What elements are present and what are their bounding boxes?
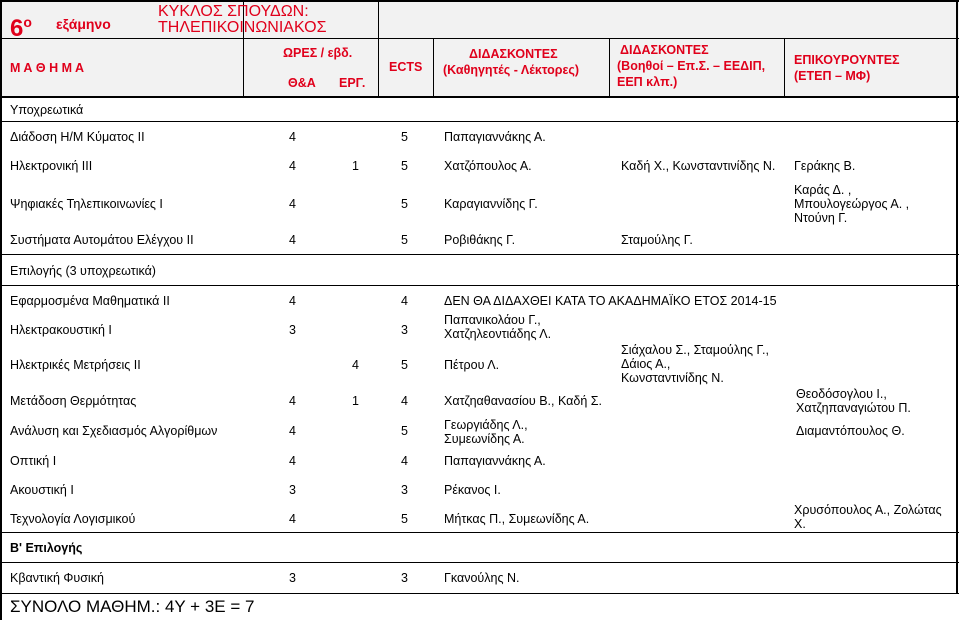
course-name: Συστήματα Αυτομάτου Ελέγχου ΙΙ (10, 233, 194, 247)
auxiliary: Χρυσόπουλος Α., Ζολώτας (794, 503, 942, 517)
col-aux-header-1: ΕΠΙΚΟΥΡΟΥΝΤΕΣ (794, 53, 900, 67)
ects-value: 5 (401, 512, 408, 526)
instructor: Γκανούλης Ν. (444, 571, 520, 585)
ects-value: 5 (401, 358, 408, 372)
ects-value: 4 (401, 294, 408, 308)
assistant: Κωνσταντινίδης Ν. (621, 371, 724, 385)
lab-hours: 1 (352, 394, 359, 408)
instructor: Παπανικολάου Γ., (444, 313, 541, 327)
theory-hours: 4 (289, 130, 296, 144)
ects-value: 3 (401, 483, 408, 497)
section-elective: Επιλογής (3 υποχρεωτικά) (10, 264, 156, 278)
col-ects-header: ECTS (389, 60, 423, 74)
ects-value: 4 (401, 454, 408, 468)
auxiliary: Θεοδόσογλου Ι., (796, 387, 887, 401)
ects-value: 3 (401, 323, 408, 337)
course-name: Διάδοση Η/Μ Κύματος ΙΙ (10, 130, 145, 144)
theory-hours: 4 (289, 294, 296, 308)
col-aux-header-2: (ΕΤΕΠ – ΜΦ) (794, 69, 871, 83)
col-divider-2 (378, 0, 379, 97)
course-name: Ηλεκτρονική ΙΙΙ (10, 159, 93, 173)
course-name: Τεχνολογία Λογισμικού (10, 512, 136, 526)
title-divider (0, 38, 959, 39)
theory-hours: 4 (289, 454, 296, 468)
cycle-line2: ΤΗΛΕΠΙΚΟΙΝΩΝΙΑΚΟΣ (158, 19, 327, 36)
instructor: Παπαγιαννάκης Α. (444, 130, 546, 144)
col-course-header: Μ Α Θ Η Μ Α (10, 61, 85, 75)
assistant: Σιάχαλου Σ., Σταμούλης Γ., (621, 343, 769, 357)
instructor: Συμεωνίδης Α. (444, 432, 525, 446)
course-name: Ανάλυση και Σχεδιασμός Αλγορίθμων (10, 424, 218, 438)
course-name: Ψηφιακές Τηλεπικοινωνίες Ι (10, 197, 163, 211)
theory-hours: 4 (289, 394, 296, 408)
instructor: ΔΕΝ ΘΑ ΔΙΔΑΧΘΕΙ ΚΑΤΑ ΤΟ ΑΚΑΔΗΜΑΪΚΟ ΕΤΟΣ 2014-15 (444, 294, 777, 308)
theory-hours: 3 (289, 571, 296, 585)
theory-hours: 3 (289, 483, 296, 497)
elective-divider (0, 285, 959, 286)
lab-hours: 1 (352, 159, 359, 173)
instructor: Καραγιαννίδης Γ. (444, 197, 538, 211)
col-assistants-header-1: ΔΙΔΑΣΚΟΝΤΕΣ (620, 43, 709, 57)
auxiliary: Μπουλογεώργος Α. , (794, 197, 910, 211)
auxiliary: Διαμαντόπουλος Θ. (796, 424, 905, 438)
ects-value: 3 (401, 571, 408, 585)
border-top (0, 0, 959, 2)
theory-hours: 4 (352, 358, 359, 372)
border-right (956, 0, 958, 594)
ects-value: 5 (401, 424, 408, 438)
semester-word: εξάμηνο (56, 16, 111, 32)
assistant: Σταμούλης Γ. (621, 233, 693, 247)
col-divider-4 (609, 38, 610, 97)
instructor: Χατζηαθανασίου Β., Καδή Σ. (444, 394, 602, 408)
auxiliary: Ντούνη Γ. (794, 211, 848, 225)
course-name: Μετάδοση Θερμότητας (10, 394, 137, 408)
course-name: Ηλεκτρικές Μετρήσεις ΙΙ (10, 358, 141, 372)
instructor: Παπαγιαννάκης Α. (444, 454, 546, 468)
course-name: Κβαντική Φυσική (10, 571, 104, 585)
instructor: Ρέκανος Ι. (444, 483, 501, 497)
b-elective-top (0, 532, 959, 533)
course-name: Ακουστική Ι (10, 483, 74, 497)
assistant: Δάιος Α., (621, 357, 671, 371)
instructor: Μήτκας Π., Συμεωνίδης Α. (444, 512, 590, 526)
instructor: Ροβιθάκης Γ. (444, 233, 516, 247)
auxiliary: Χατζηπαναγιώτου Π. (796, 401, 911, 415)
auxiliary: Γεράκης Β. (794, 159, 856, 173)
instructor: Χατζηλεοντιάδης Λ. (444, 327, 552, 341)
col-assistants-header-3: ΕΕΠ κλπ.) (617, 75, 678, 89)
mandatory-top (0, 121, 959, 122)
col-theory-header: Θ&Α (288, 76, 316, 90)
ects-value: 5 (401, 233, 408, 247)
course-name: Εφαρμοσμένα Μαθηματικά ΙΙ (10, 294, 170, 308)
ects-value: 5 (401, 159, 408, 173)
course-name: Οπτική Ι (10, 454, 57, 468)
col-instructors-header-1: ΔΙΔΑΣΚΟΝΤΕΣ (469, 47, 558, 61)
col-assistants-header-2: (Βοηθοί – Επ.Σ. – ΕΕΔΙΠ, (617, 59, 766, 73)
auxiliary: Καράς Δ. , (794, 183, 852, 197)
theory-hours: 4 (289, 512, 296, 526)
col-lab-header: ΕΡΓ. (339, 76, 366, 90)
instructor: Χατζόπουλος Α. (444, 159, 532, 173)
b-elective-divider (0, 562, 959, 563)
col-instructors-header-2: (Καθηγητές - Λέκτορες) (443, 63, 580, 77)
theory-hours: 4 (289, 159, 296, 173)
semester-number: $6^o$ (10, 14, 32, 42)
section-mandatory: Υποχρεωτικά (10, 103, 84, 117)
total-courses: ΣΥΝΟΛΟ ΜΑΘΗΜ.: 4Υ + 3Ε = 7 (10, 597, 255, 616)
col-divider-3 (433, 38, 434, 97)
theory-hours: 4 (289, 424, 296, 438)
ects-value: 5 (401, 197, 408, 211)
auxiliary: Χ. (794, 517, 806, 531)
theory-hours: 4 (289, 197, 296, 211)
assistant: Καδή Χ., Κωνσταντινίδης Ν. (621, 159, 776, 173)
section-b-elective: Β' Επιλογής (10, 541, 83, 555)
header-divider (0, 96, 959, 98)
course-name: Ηλεκτρακουστική Ι (10, 323, 112, 337)
total-top (0, 593, 959, 594)
col-divider-5 (784, 38, 785, 97)
ects-value: 4 (401, 394, 408, 408)
cycle-line1: ΚΥΚΛΟΣ ΣΠΟΥΔΩΝ: (158, 3, 309, 20)
elective-top (0, 254, 959, 255)
ects-value: 5 (401, 130, 408, 144)
theory-hours: 3 (289, 323, 296, 337)
instructor: Πέτρου Λ. (444, 358, 500, 372)
instructor: Γεωργιάδης Λ., (444, 418, 528, 432)
border-left (0, 0, 2, 620)
theory-hours: 4 (289, 233, 296, 247)
col-hours-header: ΩΡΕΣ / εβδ. (283, 46, 353, 60)
